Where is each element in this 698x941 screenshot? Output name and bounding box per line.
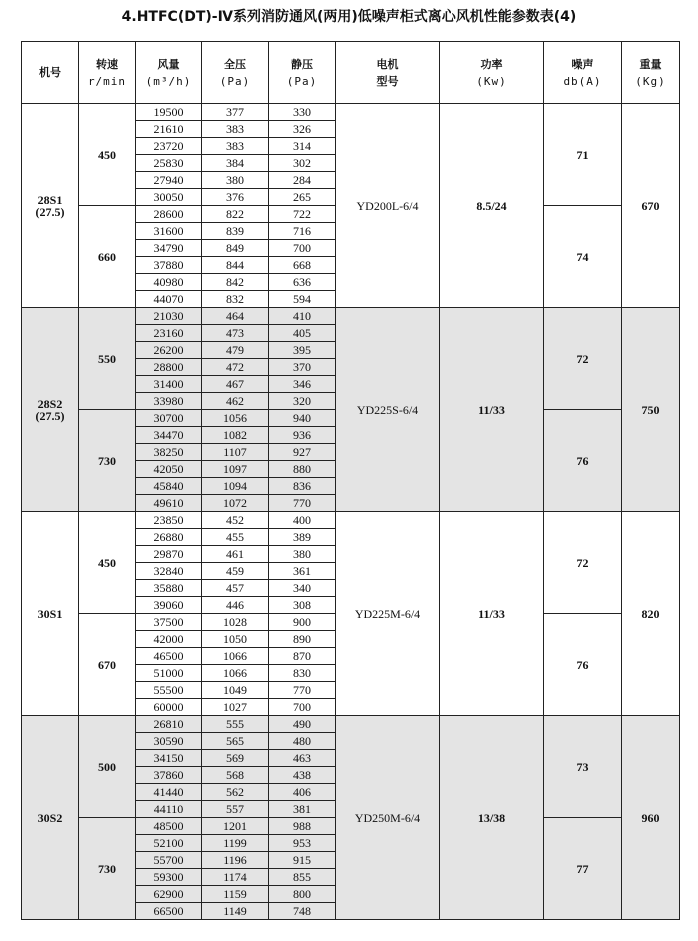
cell-total-pressure: 1049 xyxy=(202,682,269,699)
cell-total-pressure: 383 xyxy=(202,138,269,155)
cell-static-pressure: 389 xyxy=(269,529,336,546)
cell-static-pressure: 940 xyxy=(269,410,336,427)
cell-speed: 550 xyxy=(79,308,136,410)
header-motor: 电机 型号 xyxy=(336,42,440,104)
cell-flow: 39060 xyxy=(136,597,202,614)
cell-total-pressure: 565 xyxy=(202,733,269,750)
cell-static-pressure: 915 xyxy=(269,852,336,869)
table-header xyxy=(22,42,680,104)
cell-flow: 55500 xyxy=(136,682,202,699)
page-title: 4.HTFC(DT)-Ⅳ系列消防通风(两用)低噪声柜式离心风机性能参数表(4) xyxy=(121,9,577,25)
header-flow: 风量 (m³/h) xyxy=(136,42,202,104)
cell-weight: 820 xyxy=(622,512,680,716)
cell-noise: 71 xyxy=(544,104,622,206)
cell-static-pressure: 400 xyxy=(269,512,336,529)
cell-static-pressure: 716 xyxy=(269,223,336,240)
header-weight: 重量 (Kg) xyxy=(622,42,680,104)
cell-model: 28S1 (27.5) xyxy=(22,104,79,308)
cell-total-pressure: 377 xyxy=(202,104,269,121)
cell-noise: 72 xyxy=(544,308,622,410)
cell-total-pressure: 464 xyxy=(202,308,269,325)
cell-static-pressure: 636 xyxy=(269,274,336,291)
cell-flow: 30590 xyxy=(136,733,202,750)
cell-total-pressure: 557 xyxy=(202,801,269,818)
cell-total-pressure: 1066 xyxy=(202,665,269,682)
cell-flow: 23160 xyxy=(136,325,202,342)
cell-total-pressure: 842 xyxy=(202,274,269,291)
cell-flow: 37880 xyxy=(136,257,202,274)
cell-static-pressure: 340 xyxy=(269,580,336,597)
cell-flow: 40980 xyxy=(136,274,202,291)
cell-static-pressure: 302 xyxy=(269,155,336,172)
cell-total-pressure: 1056 xyxy=(202,410,269,427)
cell-speed: 670 xyxy=(79,614,136,716)
cell-total-pressure: 849 xyxy=(202,240,269,257)
cell-total-pressure: 1066 xyxy=(202,648,269,665)
cell-total-pressure: 376 xyxy=(202,189,269,206)
cell-total-pressure: 455 xyxy=(202,529,269,546)
cell-total-pressure: 446 xyxy=(202,597,269,614)
cell-flow: 34150 xyxy=(136,750,202,767)
cell-motor: YD225M-6/4 xyxy=(336,512,440,716)
cell-static-pressure: 668 xyxy=(269,257,336,274)
cell-flow: 49610 xyxy=(136,495,202,512)
cell-static-pressure: 346 xyxy=(269,376,336,393)
cell-total-pressure: 1196 xyxy=(202,852,269,869)
cell-static-pressure: 438 xyxy=(269,767,336,784)
cell-flow: 62900 xyxy=(136,886,202,903)
cell-total-pressure: 452 xyxy=(202,512,269,529)
cell-weight: 960 xyxy=(622,716,680,920)
cell-flow: 35880 xyxy=(136,580,202,597)
cell-flow: 38250 xyxy=(136,444,202,461)
cell-flow: 23850 xyxy=(136,512,202,529)
cell-flow: 55700 xyxy=(136,852,202,869)
header-static-pressure: 静压 (Pa) xyxy=(269,42,336,104)
cell-flow: 26200 xyxy=(136,342,202,359)
cell-total-pressure: 383 xyxy=(202,121,269,138)
cell-static-pressure: 284 xyxy=(269,172,336,189)
cell-total-pressure: 1149 xyxy=(202,903,269,920)
cell-static-pressure: 330 xyxy=(269,104,336,121)
cell-flow: 51000 xyxy=(136,665,202,682)
cell-flow: 26880 xyxy=(136,529,202,546)
cell-total-pressure: 1174 xyxy=(202,869,269,886)
cell-flow: 46500 xyxy=(136,648,202,665)
cell-total-pressure: 1050 xyxy=(202,631,269,648)
cell-static-pressure: 836 xyxy=(269,478,336,495)
cell-static-pressure: 308 xyxy=(269,597,336,614)
cell-speed: 730 xyxy=(79,818,136,920)
cell-total-pressure: 1027 xyxy=(202,699,269,716)
cell-flow: 42000 xyxy=(136,631,202,648)
cell-static-pressure: 405 xyxy=(269,325,336,342)
cell-static-pressure: 855 xyxy=(269,869,336,886)
cell-flow: 31600 xyxy=(136,223,202,240)
cell-power: 13/38 xyxy=(440,716,544,920)
model-group-30s2 xyxy=(22,716,680,920)
cell-flow: 44070 xyxy=(136,291,202,308)
cell-static-pressure: 314 xyxy=(269,138,336,155)
cell-total-pressure: 1072 xyxy=(202,495,269,512)
cell-flow: 23720 xyxy=(136,138,202,155)
cell-speed: 500 xyxy=(79,716,136,818)
cell-flow: 37860 xyxy=(136,767,202,784)
cell-flow: 26810 xyxy=(136,716,202,733)
cell-static-pressure: 265 xyxy=(269,189,336,206)
cell-flow: 60000 xyxy=(136,699,202,716)
header-power: 功率 (Kw) xyxy=(440,42,544,104)
cell-static-pressure: 700 xyxy=(269,240,336,257)
cell-static-pressure: 326 xyxy=(269,121,336,138)
cell-flow: 21610 xyxy=(136,121,202,138)
table-row xyxy=(22,104,680,121)
cell-static-pressure: 594 xyxy=(269,291,336,308)
cell-total-pressure: 1094 xyxy=(202,478,269,495)
cell-static-pressure: 395 xyxy=(269,342,336,359)
cell-flow: 45840 xyxy=(136,478,202,495)
cell-flow: 25830 xyxy=(136,155,202,172)
cell-motor: YD200L-6/4 xyxy=(336,104,440,308)
cell-static-pressure: 800 xyxy=(269,886,336,903)
cell-total-pressure: 384 xyxy=(202,155,269,172)
cell-model: 30S2 xyxy=(22,716,79,920)
cell-static-pressure: 380 xyxy=(269,546,336,563)
cell-flow: 33980 xyxy=(136,393,202,410)
cell-flow: 28800 xyxy=(136,359,202,376)
model-group-28s2 xyxy=(22,308,680,512)
cell-motor: YD225S-6/4 xyxy=(336,308,440,512)
cell-static-pressure: 927 xyxy=(269,444,336,461)
cell-static-pressure: 722 xyxy=(269,206,336,223)
cell-model: 30S1 xyxy=(22,512,79,716)
cell-static-pressure: 748 xyxy=(269,903,336,920)
cell-flow: 28600 xyxy=(136,206,202,223)
cell-static-pressure: 890 xyxy=(269,631,336,648)
cell-flow: 41440 xyxy=(136,784,202,801)
cell-total-pressure: 462 xyxy=(202,393,269,410)
cell-static-pressure: 936 xyxy=(269,427,336,444)
cell-static-pressure: 988 xyxy=(269,818,336,835)
cell-flow: 27940 xyxy=(136,172,202,189)
cell-flow: 44110 xyxy=(136,801,202,818)
cell-flow: 32840 xyxy=(136,563,202,580)
table-row xyxy=(22,512,680,529)
cell-total-pressure: 473 xyxy=(202,325,269,342)
cell-weight: 670 xyxy=(622,104,680,308)
cell-flow: 19500 xyxy=(136,104,202,121)
table-row xyxy=(22,308,680,325)
cell-total-pressure: 472 xyxy=(202,359,269,376)
cell-noise: 76 xyxy=(544,410,622,512)
cell-total-pressure: 822 xyxy=(202,206,269,223)
cell-speed: 450 xyxy=(79,512,136,614)
cell-total-pressure: 844 xyxy=(202,257,269,274)
performance-table-container xyxy=(21,41,680,920)
cell-total-pressure: 569 xyxy=(202,750,269,767)
cell-noise: 77 xyxy=(544,818,622,920)
cell-total-pressure: 1028 xyxy=(202,614,269,631)
model-group-28s1 xyxy=(22,104,680,308)
cell-speed: 450 xyxy=(79,104,136,206)
cell-flow: 30050 xyxy=(136,189,202,206)
header-total-pressure: 全压 (Pa) xyxy=(202,42,269,104)
cell-static-pressure: 830 xyxy=(269,665,336,682)
cell-total-pressure: 457 xyxy=(202,580,269,597)
cell-total-pressure: 380 xyxy=(202,172,269,189)
header-noise: 噪声 db(A) xyxy=(544,42,622,104)
cell-power: 11/33 xyxy=(440,308,544,512)
cell-flow: 31400 xyxy=(136,376,202,393)
cell-total-pressure: 839 xyxy=(202,223,269,240)
cell-static-pressure: 870 xyxy=(269,648,336,665)
cell-noise: 72 xyxy=(544,512,622,614)
cell-static-pressure: 370 xyxy=(269,359,336,376)
header-speed: 转速 r/min xyxy=(79,42,136,104)
cell-total-pressure: 479 xyxy=(202,342,269,359)
model-group-30s1 xyxy=(22,512,680,716)
cell-static-pressure: 361 xyxy=(269,563,336,580)
cell-flow: 42050 xyxy=(136,461,202,478)
cell-static-pressure: 320 xyxy=(269,393,336,410)
cell-static-pressure: 700 xyxy=(269,699,336,716)
cell-total-pressure: 1159 xyxy=(202,886,269,903)
cell-static-pressure: 900 xyxy=(269,614,336,631)
cell-flow: 48500 xyxy=(136,818,202,835)
cell-static-pressure: 770 xyxy=(269,495,336,512)
cell-static-pressure: 406 xyxy=(269,784,336,801)
cell-static-pressure: 770 xyxy=(269,682,336,699)
cell-total-pressure: 568 xyxy=(202,767,269,784)
cell-power: 8.5/24 xyxy=(440,104,544,308)
cell-static-pressure: 953 xyxy=(269,835,336,852)
cell-noise: 74 xyxy=(544,206,622,308)
table-row xyxy=(22,716,680,733)
performance-table xyxy=(21,41,680,920)
cell-total-pressure: 1199 xyxy=(202,835,269,852)
cell-total-pressure: 467 xyxy=(202,376,269,393)
cell-total-pressure: 562 xyxy=(202,784,269,801)
cell-static-pressure: 480 xyxy=(269,733,336,750)
cell-total-pressure: 1082 xyxy=(202,427,269,444)
cell-motor: YD250M-6/4 xyxy=(336,716,440,920)
cell-static-pressure: 410 xyxy=(269,308,336,325)
cell-flow: 30700 xyxy=(136,410,202,427)
cell-flow: 34470 xyxy=(136,427,202,444)
cell-flow: 52100 xyxy=(136,835,202,852)
cell-speed: 730 xyxy=(79,410,136,512)
cell-static-pressure: 381 xyxy=(269,801,336,818)
cell-total-pressure: 1097 xyxy=(202,461,269,478)
cell-static-pressure: 490 xyxy=(269,716,336,733)
cell-static-pressure: 463 xyxy=(269,750,336,767)
cell-weight: 750 xyxy=(622,308,680,512)
cell-total-pressure: 1107 xyxy=(202,444,269,461)
cell-noise: 76 xyxy=(544,614,622,716)
header-model: 机号 xyxy=(22,42,79,104)
cell-flow: 34790 xyxy=(136,240,202,257)
cell-noise: 73 xyxy=(544,716,622,818)
cell-total-pressure: 461 xyxy=(202,546,269,563)
cell-total-pressure: 1201 xyxy=(202,818,269,835)
cell-flow: 21030 xyxy=(136,308,202,325)
cell-flow: 59300 xyxy=(136,869,202,886)
cell-total-pressure: 555 xyxy=(202,716,269,733)
cell-flow: 29870 xyxy=(136,546,202,563)
cell-total-pressure: 832 xyxy=(202,291,269,308)
cell-total-pressure: 459 xyxy=(202,563,269,580)
cell-model: 28S2 (27.5) xyxy=(22,308,79,512)
cell-speed: 660 xyxy=(79,206,136,308)
cell-flow: 66500 xyxy=(136,903,202,920)
cell-flow: 37500 xyxy=(136,614,202,631)
cell-static-pressure: 880 xyxy=(269,461,336,478)
cell-power: 11/33 xyxy=(440,512,544,716)
